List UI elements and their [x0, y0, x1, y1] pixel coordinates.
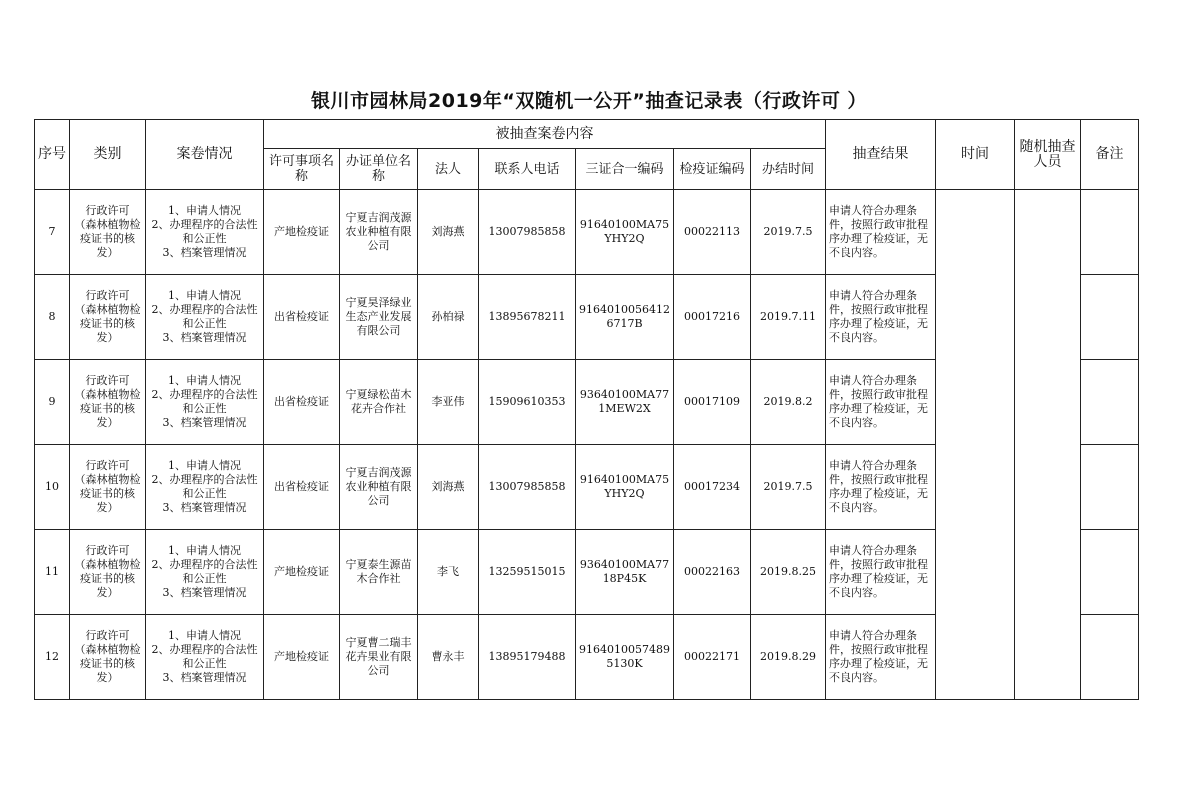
cell-result: 申请人符合办理条件，按照行政审批程序办理了检疫证，无不良内容。	[826, 360, 936, 445]
cell-case: 1、申请人情况 2、办理程序的合法性和公正性 3、档案管理情况	[146, 445, 264, 530]
cell-legal: 刘海燕	[418, 190, 479, 275]
cell-remark	[1081, 530, 1139, 615]
cell-remark	[1081, 275, 1139, 360]
cell-time-merged	[936, 190, 1015, 700]
header-legal: 法人	[418, 149, 479, 190]
cell-seq: 12	[35, 615, 70, 700]
cell-code: 91640100MA75YHY2Q	[576, 190, 674, 275]
cell-seq: 9	[35, 360, 70, 445]
page-title: 银川市园林局2019年“双随机一公开”抽查记录表（行政许可 ）	[311, 90, 867, 112]
cell-case: 1、申请人情况 2、办理程序的合法性和公正性 3、档案管理情况	[146, 275, 264, 360]
cell-unit: 宁夏绿松苗木花卉合作社	[340, 360, 418, 445]
cell-cert: 00017234	[674, 445, 751, 530]
header-phone: 联系人电话	[479, 149, 576, 190]
header-remark: 备注	[1081, 120, 1139, 190]
cell-done: 2019.7.5	[751, 445, 826, 530]
cell-category: 行政许可 （森林植物检疫证书的核发）	[70, 615, 146, 700]
header-unit: 办证单位名称	[340, 149, 418, 190]
cell-legal: 孙柏禄	[418, 275, 479, 360]
cell-permit: 出省检疫证	[264, 360, 340, 445]
cell-seq: 11	[35, 530, 70, 615]
cell-remark	[1081, 360, 1139, 445]
cell-code: 91640100574895130K	[576, 615, 674, 700]
cell-legal: 李亚伟	[418, 360, 479, 445]
cell-result: 申请人符合办理条件，按照行政审批程序办理了检疫证，无不良内容。	[826, 190, 936, 275]
cell-code: 91640100564126717B	[576, 275, 674, 360]
cell-phone: 13007985858	[479, 445, 576, 530]
cell-permit: 出省检疫证	[264, 445, 340, 530]
cell-remark	[1081, 190, 1139, 275]
cell-code: 91640100MA75YHY2Q	[576, 445, 674, 530]
header-inspector: 随机抽查人员	[1015, 120, 1081, 190]
header-case: 案卷情况	[146, 120, 264, 190]
cell-permit: 产地检疫证	[264, 530, 340, 615]
cell-unit: 宁夏泰生源苗木合作社	[340, 530, 418, 615]
header-result: 抽查结果	[826, 120, 936, 190]
cell-done: 2019.8.29	[751, 615, 826, 700]
cell-category: 行政许可 （森林植物检疫证书的核发）	[70, 275, 146, 360]
cell-seq: 8	[35, 275, 70, 360]
table-row	[35, 190, 1139, 275]
header-code: 三证合一编码	[576, 149, 674, 190]
cell-category: 行政许可 （森林植物检疫证书的核发）	[70, 445, 146, 530]
cell-remark	[1081, 615, 1139, 700]
cell-phone: 15909610353	[479, 360, 576, 445]
cell-cert: 00017216	[674, 275, 751, 360]
cell-unit: 宁夏曹二瑞丰花卉果业有限公司	[340, 615, 418, 700]
cell-case: 1、申请人情况 2、办理程序的合法性和公正性 3、档案管理情况	[146, 615, 264, 700]
cell-permit: 产地检疫证	[264, 615, 340, 700]
cell-phone: 13895678211	[479, 275, 576, 360]
cell-done: 2019.7.5	[751, 190, 826, 275]
cell-category: 行政许可 （森林植物检疫证书的核发）	[70, 360, 146, 445]
cell-cert: 00017109	[674, 360, 751, 445]
header-time: 时间	[936, 120, 1015, 190]
cell-done: 2019.8.25	[751, 530, 826, 615]
cell-remark	[1081, 445, 1139, 530]
cell-case: 1、申请人情况 2、办理程序的合法性和公正性 3、档案管理情况	[146, 530, 264, 615]
cell-case: 1、申请人情况 2、办理程序的合法性和公正性 3、档案管理情况	[146, 190, 264, 275]
header-done: 办结时间	[751, 149, 826, 190]
cell-result: 申请人符合办理条件，按照行政审批程序办理了检疫证，无不良内容。	[826, 530, 936, 615]
header-permit: 许可事项名称	[264, 149, 340, 190]
cell-cert: 00022163	[674, 530, 751, 615]
header-group: 被抽查案卷内容	[264, 120, 826, 149]
cell-code: 93640100MA771MEW2X	[576, 360, 674, 445]
cell-legal: 李飞	[418, 530, 479, 615]
header-seq: 序号	[35, 120, 70, 190]
cell-cert: 00022113	[674, 190, 751, 275]
cell-permit: 出省检疫证	[264, 275, 340, 360]
cell-legal: 曹永丰	[418, 615, 479, 700]
cell-code: 93640100MA7718P45K	[576, 530, 674, 615]
cell-category: 行政许可 （森林植物检疫证书的核发）	[70, 190, 146, 275]
cell-phone: 13895179488	[479, 615, 576, 700]
cell-result: 申请人符合办理条件，按照行政审批程序办理了检疫证，无不良内容。	[826, 275, 936, 360]
cell-phone: 13259515015	[479, 530, 576, 615]
cell-unit: 宁夏吉润茂源农业种植有限公司	[340, 190, 418, 275]
cell-result: 申请人符合办理条件，按照行政审批程序办理了检疫证，无不良内容。	[826, 445, 936, 530]
cell-case: 1、申请人情况 2、办理程序的合法性和公正性 3、档案管理情况	[146, 360, 264, 445]
header-category: 类别	[70, 120, 146, 190]
cell-unit: 宁夏吉润茂源农业种植有限公司	[340, 445, 418, 530]
cell-seq: 7	[35, 190, 70, 275]
cell-category: 行政许可 （森林植物检疫证书的核发）	[70, 530, 146, 615]
cell-permit: 产地检疫证	[264, 190, 340, 275]
cell-done: 2019.7.11	[751, 275, 826, 360]
cell-inspector-merged	[1015, 190, 1081, 700]
cell-phone: 13007985858	[479, 190, 576, 275]
cell-seq: 10	[35, 445, 70, 530]
cell-result: 申请人符合办理条件，按照行政审批程序办理了检疫证，无不良内容。	[826, 615, 936, 700]
cell-done: 2019.8.2	[751, 360, 826, 445]
inspection-record-table	[34, 119, 1139, 700]
header-cert: 检疫证编码	[674, 149, 751, 190]
cell-legal: 刘海燕	[418, 445, 479, 530]
cell-cert: 00022171	[674, 615, 751, 700]
cell-unit: 宁夏昊泽绿业生态产业发展有限公司	[340, 275, 418, 360]
